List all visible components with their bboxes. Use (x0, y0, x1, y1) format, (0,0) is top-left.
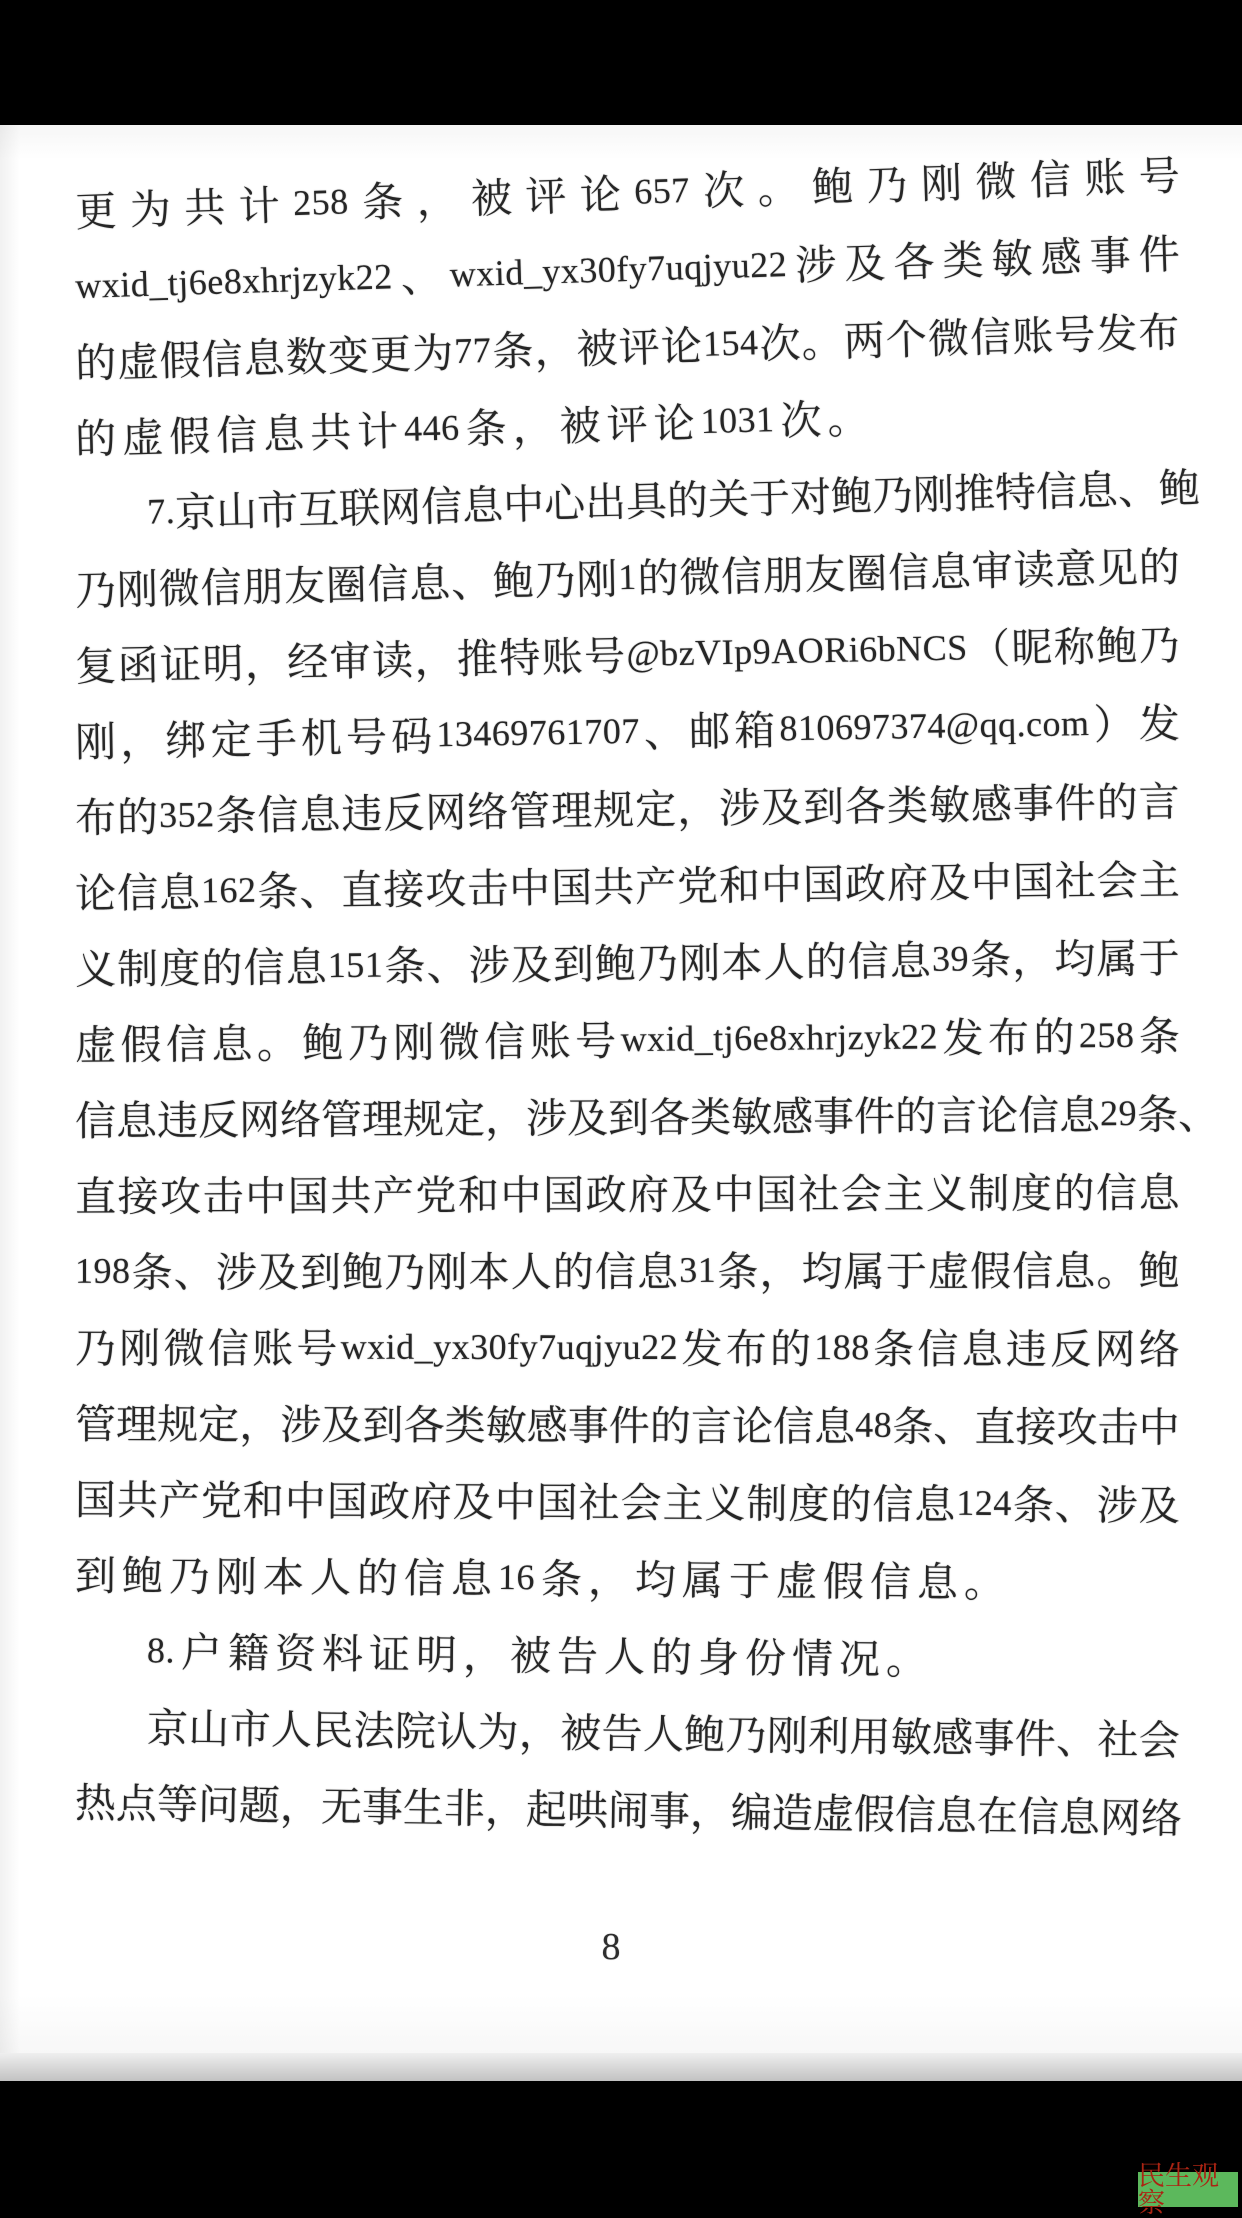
document-text-line: 刚 ， 绑 定 手 机 号 码 13469761707 、 邮 箱 810697374@qq.com ） 发 (74, 700, 1181, 766)
document-text-line: 国 共 产 党 和 中 国 政 府 及 中 国 社 会 主 义 制 度 的 信 息 124 条 、 涉 及 (74, 1477, 1180, 1529)
document-text-line: 乃 刚 微 信 账 号 wxid_yx30fy7uqjyu22 发 布 的 188 条 信 息 违 反 网 络 (74, 1325, 1180, 1373)
document-text-line: 布 的 352 条 信 息 违 反 网 络 管 理 规 定 ， 涉 及 到 各 类 敏 感 事 件 的 言 (74, 778, 1181, 842)
paragraph (74, 1692, 1183, 1846)
document-text-line: 复 函 证 明 ， 经 审 读 ， 推 特 账 号 @bzVIp9AORi6bNCS （ 昵 称 鲍 乃 (74, 622, 1181, 690)
document-text-line: 更 为 共 计 258 条 ， 被 评 论 657 次 。 鲍 乃 刚 微 信 账 号 (74, 152, 1181, 236)
document-text-line: 京 山 市 人 民 法 院 认 为 ， 被 告 人 鲍 乃 刚 利 用 敏 感 事 件 、 社 会 (146, 1705, 1181, 1764)
document-page (0, 125, 1242, 2053)
document-text-line: 直 接 攻 击 中 国 共 产 党 和 中 国 政 府 及 中 国 社 会 主 义 制 度 的 信 息 (74, 1169, 1180, 1221)
document-text-line: 热 点 等 问 题 ， 无 事 生 非 ， 起 哄 闹 事 ， 编 造 虚 假 信 息 在 信 息 网 络 (74, 1779, 1183, 1843)
document-text-line: 7. 京 山 市 互 联 网 信 息 中 心 出 具 的 关 于 对 鲍 乃 刚 推 特 信 息 、 鲍 (146, 465, 1201, 536)
document-text-line: 管 理 规 定 ， 涉 及 到 各 类 敏 感 事 件 的 言 论 信 息 48 条 、 直 接 攻 击 中 (74, 1401, 1180, 1451)
document-text-line: 虚 假 信 息 。 鲍 乃 刚 微 信 账 号 wxid_tj6e8xhrjzyk22 发 布 的 258 条 (74, 1013, 1181, 1069)
document-text-line: 义 制 度 的 信 息 151 条 、 涉 及 到 鲍 乃 刚 本 人 的 信 息 39 条 ， 均 属 于 (74, 935, 1180, 993)
letterbox-top (0, 0, 1242, 125)
document-text-line: 乃 刚 微 信 朋 友 圈 信 息 、 鲍 乃 刚 1 的 微 信 朋 友 圈 信 息 审 读 意 见 的 (74, 543, 1181, 615)
page-edge-shadow (0, 2053, 1242, 2081)
document-text-line: 的 虚 假 信 息 数 变 更 为 77 条 ， 被 评 论 154 次 。 两 个 微 信 账 号 发 布 (74, 309, 1181, 387)
watermark-text: 民生观察 (1138, 2160, 1219, 2218)
letterbox-bottom (0, 2081, 1242, 2218)
document-text-line: 198 条 、 涉 及 到 鲍 乃 刚 本 人 的 信 息 31 条 ， 均 属 于 虚 假 信 息 。 鲍 (74, 1248, 1180, 1296)
document-text-line: 的 虚 假 信 息 共 计 446 条 ， 被 评 论 1031 次 。 (74, 395, 870, 463)
document-text-line: 信 息 违 反 网 络 管 理 规 定 ， 涉 及 到 各 类 敏 感 事 件 的 言 论 信 息 29 条 、 (74, 1091, 1220, 1145)
document-text-line: wxid_tj6e8xhrjzyk22 、 wxid_yx30fy7uqjyu22 涉 及 各 类 敏 感 事 件 (74, 230, 1181, 306)
document-text-line: 到 鲍 乃 刚 本 人 的 信 息 16 条 ， 均 属 于 虚 假 信 息 。 (74, 1552, 1006, 1606)
document-text-line: 8. 户 籍 资 料 证 明 ， 被 告 人 的 身 份 情 况 。 (146, 1629, 928, 1683)
paragraph (74, 152, 1181, 463)
paragraph (74, 460, 1220, 1615)
document-text-line: 论 信 息 162 条 、 直 接 攻 击 中 国 共 产 党 和 中 国 政 府 及 中 国 社 会 主 (74, 856, 1181, 918)
paragraph (75, 1615, 1180, 1692)
watermark-badge (1138, 2160, 1238, 2218)
document-text (74, 152, 1220, 1846)
page-number: 8 (601, 1926, 621, 1968)
